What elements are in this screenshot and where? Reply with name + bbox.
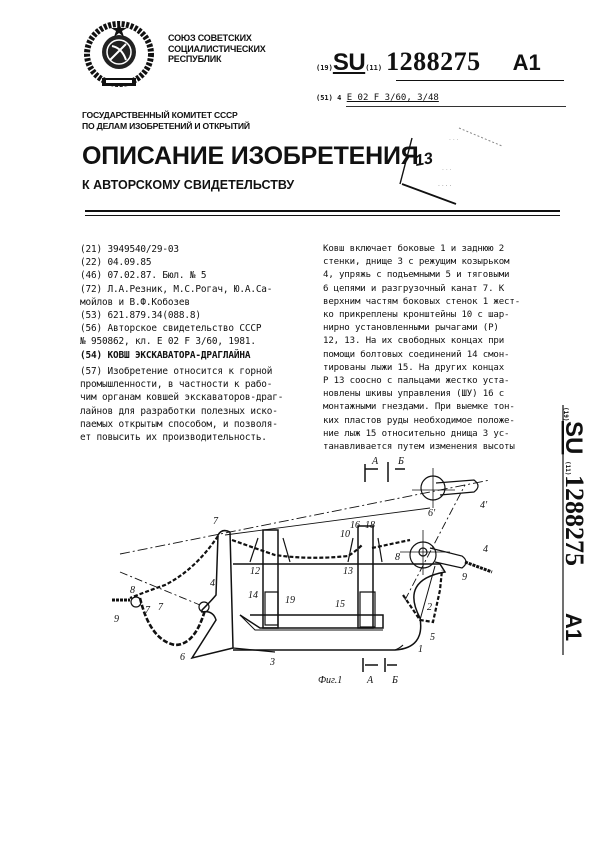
ipc-value: E 02 F 3/60, 3/48	[346, 93, 439, 103]
description-line: тированы лыжи 15. На других концах	[323, 362, 505, 373]
description-line: новлены шкивы управления (ШУ) 16 с	[323, 389, 505, 400]
side-publication-number	[548, 405, 598, 655]
number-code-label: (11)	[365, 64, 383, 72]
header-rule	[85, 210, 560, 212]
committee-name	[82, 110, 250, 131]
part-label: 6'	[428, 508, 436, 519]
section-label: Б	[392, 675, 398, 686]
biblio-line: (54) КОВШ ЭКСКАВАТОРА-ДРАГЛАЙНА	[80, 349, 251, 361]
figure-drawing	[100, 440, 500, 695]
biblio-line: (22) 04.09.85	[80, 257, 152, 269]
abstract-line: чим органам ковшей экскаваторов-драг-	[80, 392, 284, 404]
description-line: нирно установленными рычагами (Р)	[323, 323, 499, 334]
kind-code: A1	[512, 50, 541, 75]
committee-line: ГОСУДАРСТВЕННЫЙ КОМИТЕТ СССР	[82, 110, 238, 120]
divider	[396, 80, 564, 81]
side-country-code: SU	[560, 421, 587, 455]
biblio-line: (72) Л.А.Резник, М.С.Рогач, Ю.А.Са-	[80, 283, 273, 295]
description-line: ко прикреплены кронштейны 10 с шар-	[323, 310, 510, 321]
divider	[346, 106, 566, 107]
svg-text:· · ·: · · ·	[442, 167, 452, 174]
part-label: 3	[270, 657, 275, 668]
description-line: 12, 13. На их свободных концах при	[323, 336, 505, 347]
description-line: ких пластов руды необходимое положе-	[323, 415, 515, 426]
part-label: 4	[210, 578, 215, 589]
part-label: 1	[418, 644, 423, 655]
part-label: 16	[350, 520, 360, 531]
biblio-line: (53) 621.879.34(088.8)	[80, 310, 201, 322]
header-rule	[85, 215, 560, 216]
part-label: 8	[395, 552, 400, 563]
svg-text:· · ·: · · ·	[449, 137, 459, 144]
library-stamp	[394, 126, 504, 206]
part-label: 9	[114, 614, 119, 625]
issuer-line: РЕСПУБЛИК	[168, 54, 222, 64]
part-label: 2	[427, 602, 432, 613]
part-label: 7	[158, 602, 163, 613]
ipc-classification	[316, 93, 439, 103]
country-code: SU	[332, 49, 366, 76]
part-label: 14	[248, 590, 258, 601]
abstract-line: промышленности, в частности к рабо-	[80, 379, 273, 391]
description	[323, 243, 520, 454]
svg-text:· · · ·: · · · ·	[438, 183, 452, 190]
description-line: верхним частям боковых стенок 1 жест-	[323, 296, 521, 307]
part-label: 18	[365, 520, 375, 531]
description-line: стенки, днище 3 с режущим козырьком	[323, 257, 510, 268]
biblio-line: (46) 07.02.87. Бюл. № 5	[80, 270, 207, 282]
ipc-code-label: (51) 4	[316, 94, 342, 102]
side-kind-code: A1	[561, 613, 586, 642]
part-label: 19	[285, 595, 295, 606]
abstract-line: лайнов для разработки полезных иско-	[80, 405, 278, 417]
biblio-line: (21) 3949540/29-03	[80, 244, 179, 255]
description-line: 6 цепями и разгрузочный канат 7. К	[323, 283, 505, 294]
document-title: ОПИСАНИЕ ИЗОБРЕТЕНИЯ	[82, 142, 419, 170]
description-line: 4, упряжь с подъемными 5 и тяговыми	[323, 270, 510, 281]
abstract-line: ет повысить их производительность.	[80, 432, 267, 444]
side-country-code-label: (19)	[562, 407, 569, 422]
description-line: помощи болтовых соединений 14 смон-	[323, 349, 510, 360]
abstract	[80, 365, 283, 444]
side-number-code-label: (11)	[564, 461, 571, 476]
part-label: 15	[335, 599, 345, 610]
biblio-line: (56) Авторское свидетельство СССР	[80, 323, 262, 335]
part-label: 7	[145, 605, 150, 616]
issuer-line: СОЦИАЛИСТИЧЕСКИХ	[168, 43, 266, 54]
part-label: 4'	[480, 500, 488, 511]
stamp-number: 13	[413, 150, 435, 170]
part-label: 4	[483, 544, 488, 555]
part-label: 6	[180, 652, 185, 663]
biblio-line: мойлов и В.Ф.Кобозев	[80, 296, 190, 308]
side-patent-number: 1288275	[560, 475, 589, 566]
document-subtitle: К АВТОРСКОМУ СВИДЕТЕЛЬСТВУ	[82, 178, 295, 192]
description-line: Ковш включает боковые 1 и заднюю 2	[323, 244, 505, 254]
section-label: А	[367, 675, 374, 686]
description-line: ние лыж 15 относительно днища 3 ус-	[323, 428, 510, 439]
issuer-name	[168, 33, 266, 65]
patent-number: 1288275	[386, 47, 481, 76]
description-line: монтажными гнездами. При выемке тон-	[323, 402, 515, 413]
abstract-line: паемых открытым способом, и позволя-	[80, 418, 278, 430]
part-label: 12	[250, 566, 260, 577]
section-label: Б	[398, 456, 404, 467]
issuer-line: СОЮЗ СОВЕТСКИХ	[168, 33, 252, 43]
part-label: 10	[340, 529, 350, 540]
section-label: А	[372, 456, 379, 467]
committee-line: ПО ДЕЛАМ ИЗОБРЕТЕНИЙ И ОТКРЫТИЙ	[82, 120, 250, 131]
bibliographic-data	[80, 243, 272, 362]
part-label: 9	[462, 572, 467, 583]
abstract-line: (57) Изобретение относится к горной	[80, 366, 273, 377]
state-emblem-icon	[82, 20, 156, 92]
biblio-line: № 950862, кл. Е 02 F 3/60, 1981.	[80, 336, 256, 348]
publication-number	[316, 47, 541, 77]
description-line: Р 13 соосно с пальцами жестко уста-	[323, 376, 510, 387]
part-label: 5	[430, 632, 435, 643]
part-label: 13	[343, 566, 353, 577]
figure-caption: Фиг.1	[318, 675, 343, 686]
description-line: танавливается путем изменения высоты	[323, 442, 515, 453]
part-label: 7	[213, 516, 218, 527]
part-label: 8	[130, 585, 135, 596]
country-code-label: (19)	[316, 64, 333, 72]
